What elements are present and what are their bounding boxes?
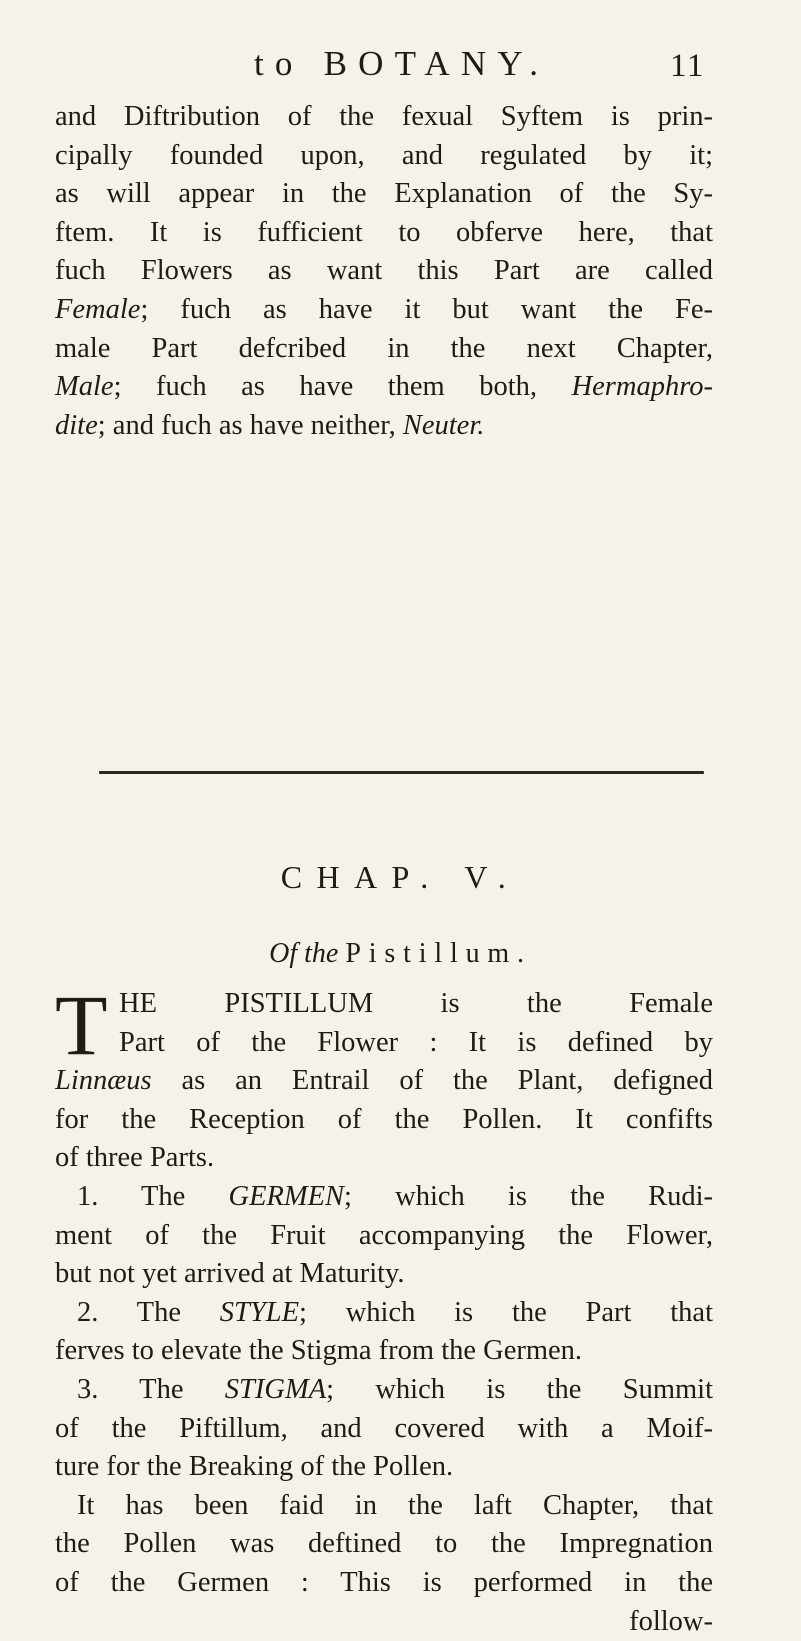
running-head — [0, 44, 801, 84]
text-line: It has been faid in the laft Chapter, that — [55, 1487, 713, 1526]
text-fragment: ; fuch as have them both, — [114, 371, 537, 402]
text-line: but not yet arrived at Maturity. — [55, 1255, 713, 1294]
enumeration-item-2 — [55, 1294, 713, 1333]
term-style: STYLE — [220, 1297, 299, 1328]
running-title: to BOTANY. — [254, 44, 549, 84]
section-rule — [99, 771, 704, 774]
text-fragment: ; and fuch as have neither, — [98, 410, 396, 441]
text-fragment: ; fuch as have it but want the Fe- — [140, 294, 713, 325]
enumeration-item-3 — [55, 1371, 713, 1410]
text-line: male Part defcribed in the next Chapter, — [55, 330, 713, 369]
text-line: as will appear in the Explanation of the Sy- — [55, 175, 713, 214]
text-line: of the Germen : This is performed in the — [55, 1564, 713, 1603]
item-text: ; which is the Rudi- — [344, 1181, 713, 1212]
text-line: of the Piftillum, and covered with a Moif- — [55, 1410, 713, 1449]
text-line: for the Reception of the Pollen. It confifts — [55, 1101, 713, 1140]
term-linnaeus: Linnæus — [55, 1065, 152, 1096]
text-line: ment of the Fruit accompanying the Flower, — [55, 1217, 713, 1256]
term-male: Male — [55, 371, 114, 402]
chapter-subtitle — [0, 934, 801, 974]
text-line: ftem. It is fufficient to obferve here, that — [55, 214, 713, 253]
enumeration-item-1 — [55, 1178, 713, 1217]
item-prefix: 3. The — [77, 1374, 225, 1405]
text-line — [55, 368, 713, 407]
page-number: 11 — [670, 46, 705, 86]
chapter-subtitle-name: Pistillum. — [345, 938, 532, 969]
text-line: cipally founded upon, and regulated by it; — [55, 137, 713, 176]
text-line: ferves to elevate the Stigma from the Germen. — [55, 1332, 713, 1371]
text-line — [55, 1062, 713, 1101]
term-dite: dite — [55, 410, 98, 441]
text-line: ture for the Breaking of the Pollen. — [55, 1448, 713, 1487]
text-line: and Diftribution of the fexual Syftem is prin- — [55, 98, 713, 137]
chapter-heading: CHAP. V. — [0, 857, 801, 897]
item-prefix: 2. The — [77, 1297, 220, 1328]
text-line: HE PISTILLUM is the Female — [55, 985, 713, 1024]
text-line: the Pollen was deftined to the Impregnation — [55, 1525, 713, 1564]
term-female: Female — [55, 294, 140, 325]
term-hermaphrodite: Hermaphro- — [572, 371, 713, 402]
term-neuter: Neuter. — [403, 410, 485, 441]
text-line: of three Parts. — [55, 1139, 713, 1178]
text-fragment: as an Entrail of the Plant, defigned — [152, 1065, 713, 1096]
term-stigma: STIGMA — [225, 1374, 326, 1405]
text-line — [55, 407, 713, 446]
paragraph-chapter — [55, 985, 713, 1641]
chapter-subtitle-prefix: Of the — [269, 938, 338, 969]
text-line — [55, 291, 713, 330]
text-line: fuch Flowers as want this Part are called — [55, 252, 713, 291]
paragraph-top — [55, 98, 713, 445]
term-germen: GERMEN — [228, 1181, 344, 1212]
item-text: ; which is the Summit — [326, 1374, 713, 1405]
item-text: ; which is the Part that — [299, 1297, 713, 1328]
catchword: follow- — [55, 1603, 713, 1641]
drop-cap: T — [55, 985, 108, 1065]
item-prefix: 1. The — [77, 1181, 228, 1212]
text-line: Part of the Flower : It is defined by — [55, 1024, 713, 1063]
